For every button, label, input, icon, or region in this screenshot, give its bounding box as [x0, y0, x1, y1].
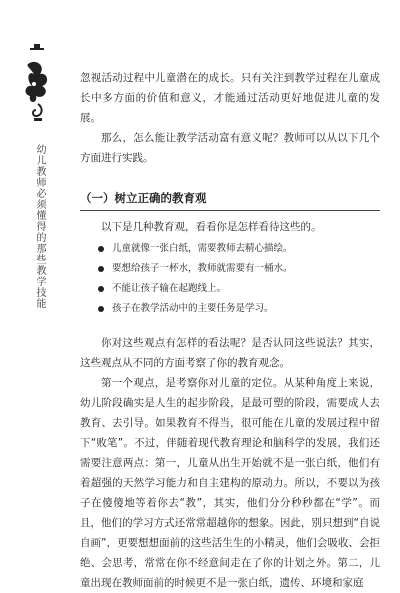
list-item: 要想给孩子一杯水，教师就需要有一桶水。 [98, 259, 380, 279]
bullet-list [98, 239, 380, 319]
paragraph-intro-continued: 忽视活动过程中儿童潜在的成长。只有关注到教学过程在儿童成长中多方面的价值和意义，才能通过活动更好地促进儿童的发展。 [80, 72, 380, 124]
list-item: 不能让孩子输在起跑线上。 [98, 279, 380, 299]
section-heading: （一）树立正确的教育观 [80, 188, 380, 211]
sidebar-book-title: 幼儿教师必须懂得的那些教学技能 [34, 144, 45, 309]
paragraph-body: 第一个观点，是考察你对儿童的定位。从某种角度上来说，幼儿阶段确实是人生的起步阶段，是最可塑的阶段，需要成人去教育、去引导。如果教育不得当，很可能在儿童的发展过程中留下“败笔”。不过，伴随着现代教育理论和脑科学的发展，我们还需要注意两点：第一，儿童从出生开始就不是一张白纸，他们有着超强的天然学习能力和自主建构的原动力。所以，不要以为孩子在傻傻地等着你去“教”，其实，他们分分秒秒都在“学”。而且，他们的学习方式还常常超越你的想象。因此，别只想到“自说自画”，更要想想面前的这些活生生的小精灵，他们会吸收、会拒绝、会思考，常常在你不经意间走在了你的计划之外。第二，儿童出现在教师面前的时候更不是一张白纸，遗传、环境和家庭 [80, 377, 380, 589]
list-item: 孩子在教学活动中的主要任务是学习。 [98, 299, 380, 319]
list-item: 儿童就像一张白纸，需要教师去精心描绘。 [98, 239, 380, 259]
paragraph-question: 你对这些观点有怎样的看法呢？是否认同这些说法？其实，这些观点从不同的方面考察了你的教育观念。 [80, 337, 380, 369]
paragraph-intro: 那么，怎么能让教学活动富有意义呢？教师可以从以下几个方面进行实践。 [80, 132, 380, 164]
ornament-icon [24, 44, 54, 134]
page-body [80, 68, 380, 593]
sidebar-decoration [22, 44, 56, 344]
spacer [80, 168, 380, 178]
lead-sentence: 以下是几种教育观，看看你是怎样看待这些的。 [101, 221, 322, 233]
